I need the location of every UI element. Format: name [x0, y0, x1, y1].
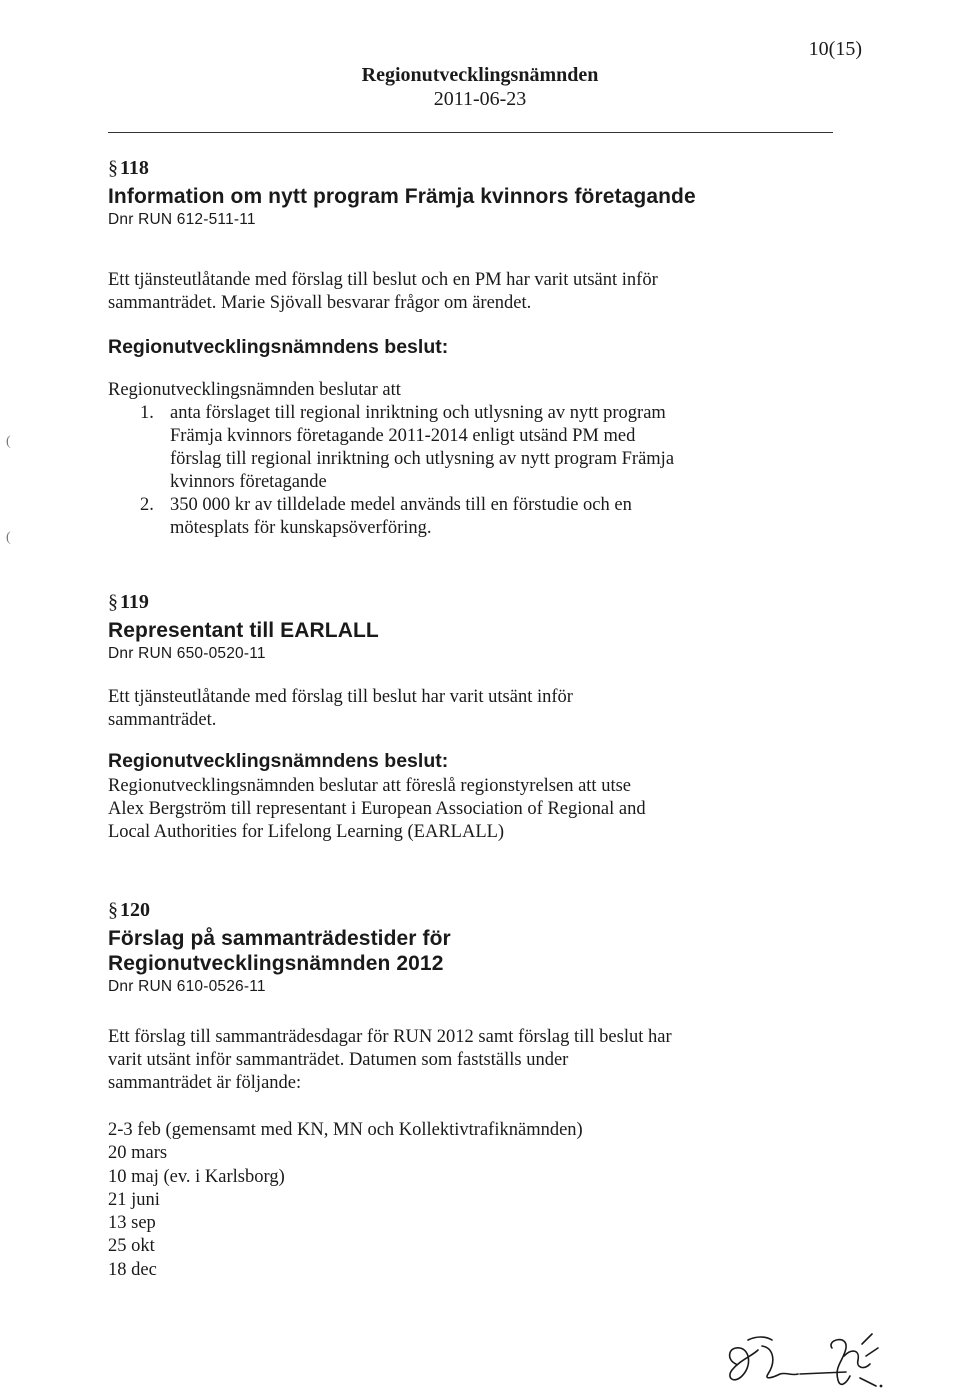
meeting-date: 25 okt: [108, 1236, 155, 1257]
text-line: Främja kvinnors företagande 2011-2014 enligt utsänd PM med: [170, 426, 636, 446]
section-heading: Information om nytt program Främja kvinnors företagande: [108, 185, 696, 208]
decision-lead: Regionutvecklingsnämnden beslutar att: [108, 380, 401, 400]
text-line: Ett tjänsteutlåtande med förslag till beslut och en PM har varit utsänt inför: [108, 270, 658, 290]
handwritten-initials: [722, 1326, 892, 1390]
text-line: anta förslaget till regional inriktning och utlysning av nytt program: [170, 403, 666, 423]
paragraph-number: [108, 156, 748, 180]
meeting-date: 2-3 feb (gemensamt med KN, MN och Kollektivtrafiknämnden): [108, 1120, 583, 1140]
text-line: förslag till regional inriktning och utlysning av nytt program Främja: [170, 449, 675, 469]
decision-item: [140, 494, 748, 540]
intro-text: [108, 269, 748, 315]
meeting-date: 13 sep: [108, 1213, 156, 1234]
decision-list: [140, 402, 748, 540]
text-line: Regionutvecklingsnämnden beslutar att föreslå regionstyrelsen att utse: [108, 776, 631, 796]
decision-heading: Regionutvecklingsnämndens beslut:: [108, 750, 449, 772]
section-heading: Representant till EARLALL: [108, 619, 379, 642]
meeting-dates-list: [108, 1119, 748, 1282]
scan-mark: (: [6, 530, 11, 545]
item-number: 2.: [140, 495, 154, 515]
scan-mark: (: [6, 434, 11, 449]
item-number: 1.: [140, 403, 154, 423]
paragraph-number-value: 118: [120, 157, 149, 179]
text-line: varit utsänt inför sammanträdet. Datumen som fastställs under: [108, 1050, 569, 1070]
case-number: Dnr RUN 650-0520-11: [108, 645, 266, 662]
header-divider: [108, 132, 833, 133]
meeting-date: 10 maj (ev. i Karlsborg): [108, 1166, 285, 1187]
text-line: sammanträdet.: [108, 710, 217, 730]
meeting-date: 18 dec: [108, 1259, 157, 1280]
text-line: Ett tjänsteutlåtande med förslag till beslut har varit utsänt inför: [108, 687, 573, 707]
section-119: [108, 590, 748, 844]
section-sign: §: [108, 899, 118, 921]
decision-text: [108, 775, 748, 844]
paragraph-number: [108, 590, 748, 614]
text-line: mötesplats för kunskapsöverföring.: [170, 518, 432, 538]
intro-text: [108, 1026, 748, 1095]
text-line: Ett förslag till sammanträdesdagar för RUN 2012 samt förslag till beslut har: [108, 1027, 672, 1047]
page-number: 10(15): [808, 38, 862, 60]
meeting-date: 20 mars: [108, 1143, 168, 1164]
text-line: 350 000 kr av tilldelade medel används till en förstudie och en: [170, 495, 632, 515]
case-number: Dnr RUN 612-511-11: [108, 211, 256, 228]
text-line: sammanträdet. Marie Sjövall besvarar frågor om ärendet.: [108, 293, 532, 313]
section-sign: §: [108, 591, 118, 613]
paragraph-number-value: 120: [120, 899, 150, 921]
paragraph-number-value: 119: [120, 591, 149, 613]
header-date: 2011-06-23: [433, 88, 527, 110]
intro-text: [108, 686, 748, 732]
text-line: kvinnors företagande: [170, 472, 327, 492]
text-line: sammanträdet är följande:: [108, 1073, 302, 1093]
section-118: [108, 156, 748, 540]
text-line: Alex Bergström till representant i European Association of Regional and: [108, 799, 646, 819]
heading-line: Förslag på sammanträdestider för: [108, 927, 451, 950]
meeting-date: 21 juni: [108, 1189, 160, 1210]
header-title: Regionutvecklingsnämnden: [361, 64, 599, 86]
decision-item: [140, 402, 748, 494]
text-line: Local Authorities for Lifelong Learning (EARLALL): [108, 822, 505, 842]
section-120: [108, 898, 748, 1282]
decision-heading: Regionutvecklingsnämndens beslut:: [108, 336, 449, 358]
heading-line: Regionutvecklingsnämnden 2012: [108, 952, 444, 975]
section-heading: [108, 926, 748, 976]
section-sign: §: [108, 157, 118, 179]
paragraph-number: [108, 898, 748, 922]
case-number: Dnr RUN 610-0526-11: [108, 978, 266, 995]
